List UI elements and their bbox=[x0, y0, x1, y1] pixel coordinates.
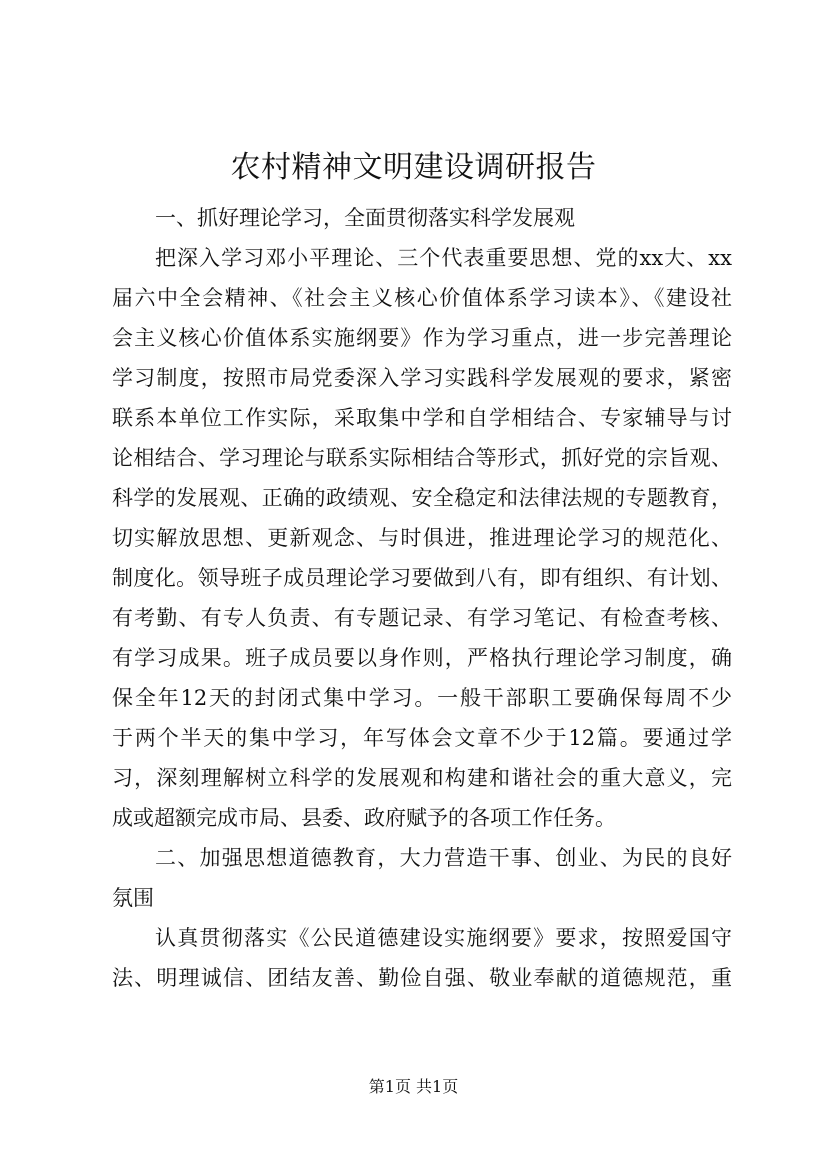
paragraph-line: 会主义核心价值体系实施纲要》作为学习重点，进一步完善理论 bbox=[112, 326, 732, 350]
heading-section-2: 二、加强思想道德教育，大力营造干事、创业、为民的良好 bbox=[155, 846, 732, 870]
paragraph-line: 有考勤、有专人负责、有专题记录、有学习笔记、有检查考核、 bbox=[112, 606, 732, 630]
paragraph-line: 科学的发展观、正确的政绩观、安全稳定和法律法规的专题教育， bbox=[112, 486, 732, 510]
paragraph-line: 有学习成果。班子成员要以身作则，严格执行理论学习制度，确 bbox=[112, 646, 732, 670]
heading-section-1: 一、抓好理论学习，全面贯彻落实科学发展观 bbox=[155, 206, 575, 230]
paragraph-line: 联系本单位工作实际，采取集中学和自学相结合、专家辅导与讨 bbox=[112, 406, 732, 430]
paragraph-line: 保全年12天的封闭式集中学习。一般干部职工要确保每周不少 bbox=[112, 686, 732, 710]
paragraph-line: 学习制度，按照市局党委深入学习实践科学发展观的要求，紧密 bbox=[112, 366, 732, 390]
paragraph-line: 论相结合、学习理论与联系实际相结合等形式，抓好党的宗旨观、 bbox=[112, 446, 732, 470]
paragraph-line: 于两个半天的集中学习，年写体会文章不少于12篇。要通过学 bbox=[112, 726, 732, 750]
paragraph-line: 成或超额完成市局、县委、政府赋予的各项工作任务。 bbox=[112, 806, 616, 830]
paragraph-line: 切实解放思想、更新观念、与时俱进，推进理论学习的规范化、 bbox=[112, 526, 732, 550]
document-title: 农村精神文明建设调研报告 bbox=[230, 150, 597, 185]
paragraph-line: 届六中全会精神、《社会主义核心价值体系学习读本》、《建设社 bbox=[112, 286, 732, 310]
page-footer: 第1页 共1页 bbox=[368, 1077, 459, 1096]
heading-section-2-continuation: 氛围 bbox=[112, 886, 154, 910]
paragraph-line: 认真贯彻落实《公民道德建设实施纲要》要求，按照爱国守 bbox=[155, 926, 732, 950]
paragraph-line: 制度化。领导班子成员理论学习要做到八有，即有组织、有计划、 bbox=[112, 566, 732, 590]
paragraph-line: 法、明理诚信、团结友善、勤俭自强、敬业奉献的道德规范，重 bbox=[112, 966, 732, 990]
paragraph-line: 习，深刻理解树立科学的发展观和构建和谐社会的重大意义，完 bbox=[112, 766, 732, 790]
paragraph-line: 把深入学习邓小平理论、三个代表重要思想、党的xx大、xx bbox=[155, 246, 732, 270]
